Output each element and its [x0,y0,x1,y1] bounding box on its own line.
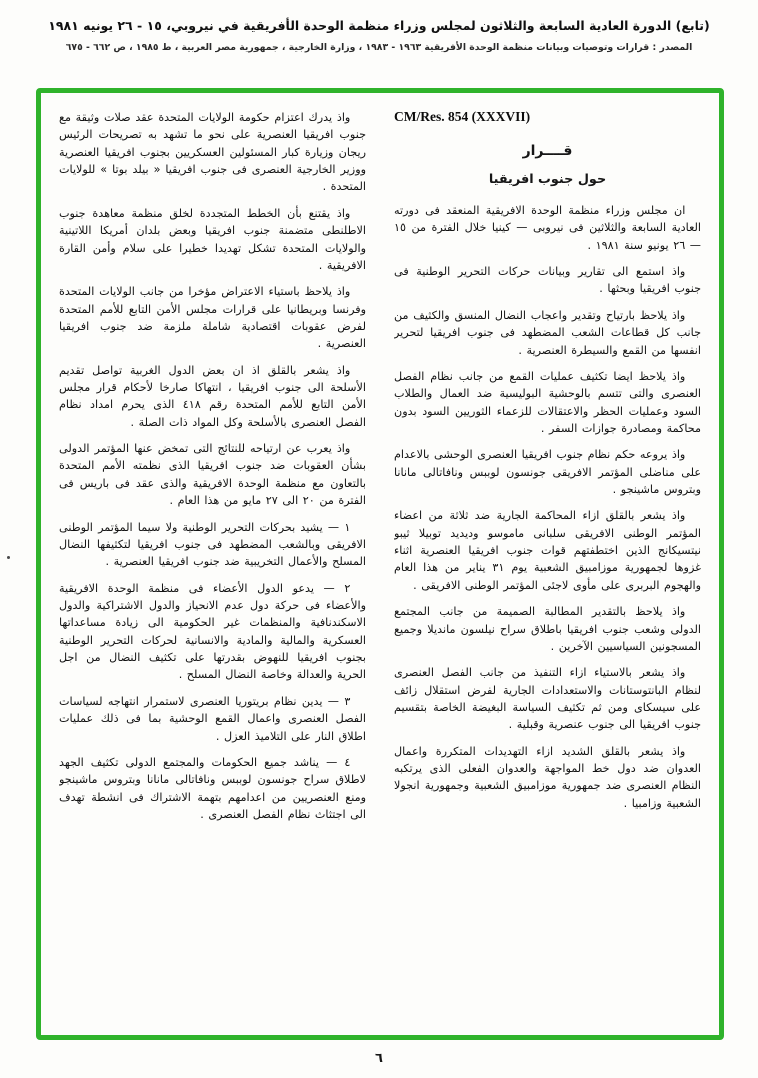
paragraph: واذ يلاحظ باستياء الاعتراض مؤخرا من جانب الولايات المتحدة وفرنسا وبريطانيا على قرارات مجلس الأمن التابع للأمم المتحدة لفرض عقوبات اقتصادية شاملة ملزمة ضد جنوب افريقيا العنصرية . [59,285,366,351]
paragraph: واذ يروعه حكم نظام جنوب افريقيا العنصرى الوحشى بالاعدام على مناضلى المؤتمر الافريقى جونسون لوببس ونافاتالى مانانا وبتروس ماشينجو . [394,448,701,497]
resolution-subtitle: حول جنوب افريقيا [488,172,607,187]
paragraph-item-4: ٤ — يناشد جميع الحكومات والمجتمع الدولى تكثيف الجهد لاطلاق سراح جونسون لوببس ونافاتالى مانانا وبتروس ماشينجو ومنع العنصريين من اعدامهم بتهمة الاشتراك فى انشطة تهدف الى اجتثاث نظام الفصل العنصرى . [59,755,366,821]
text-columns [59,109,701,1025]
paragraph: واذ يشعر بالقلق الشديد ازاء التهديدات المتكررة واعمال العدوان ضد دول خط المواجهة والعدوان الفعلى الذى يرتكبه النظام العنصرى ضد جمهورية موزامبيق الشعبية وجمهورية انجولا الشعبية وزامبيا . [394,744,701,810]
paragraph-preamble: ان مجلس وزراء منظمة الوحدة الافريقية المنعقد فى دورته العادية السابعة والثلاثين فى نيروبى — كينيا خلال الفترة من ١٥ — ٢٦ يونيو سنة ١٩٨١ . [394,204,701,252]
paragraph: واذ يشعر بالقلق ازاء المحاكمة الجارية ضد ثلاثة من اعضاء المؤتمر الوطنى الافريقى سلبانى ماموسو وديديد توبيلا ثيبو نيتسيكانج الذين اختطفتهم قوات جنوب افريقيا العنصرية اثناء غزوها لجمهورية موزامبيق الشعبية يوم ٣١ يناير من هذا العام والهجوم البربرى على مأوى لاجئى المؤتمر الوطنى الافريقى . [394,509,701,592]
paragraph: واذ يشعر بالقلق اذ ان بعض الدول الغربية تواصل تقديم الأسلحة الى جنوب افريقيا ، انتهاكا صارخا لأحكام قرار مجلس الأمن التابع للأمم المتحدة رقم ٤١٨ الذى يحرم امداد نظام الفصل العنصرى بالأسلحة وكل المواد ذات الصلة . [59,363,366,429]
paragraph: واذ استمع الى تقارير وبيانات حركات التحرير الوطنية فى جنوب افريقيا وبحثها . [394,265,701,296]
column-right [394,109,701,1025]
paragraph: واذ يلاحظ بارتياح وتقدير واعجاب النضال المنسق والكثيف من جانب كل قطاعات الشعب المضطهد فى جنوب افريقيا لتحرير انفسها من القمع والسيطرة العنصرية . [394,308,701,357]
paragraph: واذ يلاحظ بالتقدير المطالبة الصميمة من جانب المجتمع الدولى وشعب جنوب افريقيا باطلاق سراح نيلسون مانديلا وجميع المسجونين السياسيين الآخرين . [394,605,701,653]
resolution-reference: CM/Res. 854 (XXXVII) [394,109,531,124]
paragraph-item-1: ١ — يشيد بحركات التحرير الوطنية ولا سيما المؤتمر الوطنى الافريقى وبالشعب المضطهد فى جنوب افريقيا لتكثيفها النضال المسلح والأعمال التخريبية ضد جنوب افريقيا العنصرية . [59,520,366,569]
paragraph: واذ يعرب عن ارتياحه للنتائج التى تمخض عنها المؤتمر الدولى بشأن العقوبات ضد جنوب افريقيا الذى نظمته الأمم المتحدة بالتعاون مع منظمة الوحدة الافريقية والذى عقد فى باريس فى الفترة من ٢٠ الى ٢٧ مايو من هذا العام . [59,442,366,508]
resolution-title: قــــرار [522,143,573,159]
page-number: ٦ [375,1051,383,1066]
page-header [30,18,728,53]
paragraph: واذ يشعر بالاستياء ازاء التنفيذ من جانب الفصل العنصرى لنظام البانتوستانات والاستعدادات الجارية لفرض استقلال زائف على سيسكاى ومن ثم تكثيف السياسة البغيضة الخاصة بتقسيم جنوب افريقيا الى جنوب عنصرية وقبلية . [394,666,701,732]
green-border-frame [36,88,724,1040]
paragraph: واذ يقتنع بأن الخطط المتجددة لخلق منظمة معاهدة جنوب الاطلنطى متضمنة جنوب افريقيا وبعض بلدان أمريكا اللاتينية والولايات المتحدة تشكل تهديدا خطيرا على سلام وأمن القارة الافريقية . [59,206,366,272]
margin-dot [7,556,10,559]
paragraph: واذ يدرك اعتزام حكومة الولايات المتحدة عقد صلات وثيقة مع جنوب افريقيا العنصرية على نحو ما تشهد به تصريحات الرئيس ريجان وزيارة كبار المسئولين العسكريين بجنوب افريقيا العنصرية ووزير الخارجية العنصرى فى جنوب افريقيا « بيلد بوتا » للولايات المتحدة . [59,111,366,194]
paragraph: واذ يلاحظ ايضا تكثيف عمليات القمع من جانب نظام الفصل العنصرى والتى تتسم بالوحشية البوليسية ضد العمال والطلاب السود وعمليات الحظر والاعتقالات للزعماء الثوريين السود بدون محاكمة ومصادرة جوازات السفر . [394,369,701,435]
session-title: (تابع) الدورة العادية السابعة والثلاثون لمجلس وزراء منظمة الوحدة الأفريقية في نيروبي، ١٥ - ٢٦ يونيه ١٩٨١ [48,18,710,33]
paragraph-item-2: ٢ — يدعو الدول الأعضاء فى منظمة الوحدة الافريقية والأعضاء فى حركة دول عدم الانحياز والدول الاشتراكية والدول الاسكندنافية والمنظمات غير الحكومية الى زيادة مساعداتها العسكرية والمالية والمادية والانسانية لحركات التحرير الوطنية بجنوب افريقيا للنهوض بقدرتها على تكثيف النضال من اجل الحرية والعدالة وخاصة النضال المسلح . [59,581,366,682]
source-citation: المصدر : قرارات وتوصيات وبيانات منظمة الوحدة الأفريقية ١٩٦٣ - ١٩٨٣ ، وزارة الخارجية ، جمهورية مصر العربية ، ط ١٩٨٥ ، ص ٦٦٢ - ٦٧٥ [65,42,693,53]
column-left [59,109,366,1025]
paragraph-item-3: ٣ — يدين نظام بريتوريا العنصرى لاستمرار انتهاجه لسياسات الفصل العنصرى واعمال القمع الوحشية بما فى ذلك عمليات اطلاق النار على التلاميذ العزل . [59,694,366,743]
